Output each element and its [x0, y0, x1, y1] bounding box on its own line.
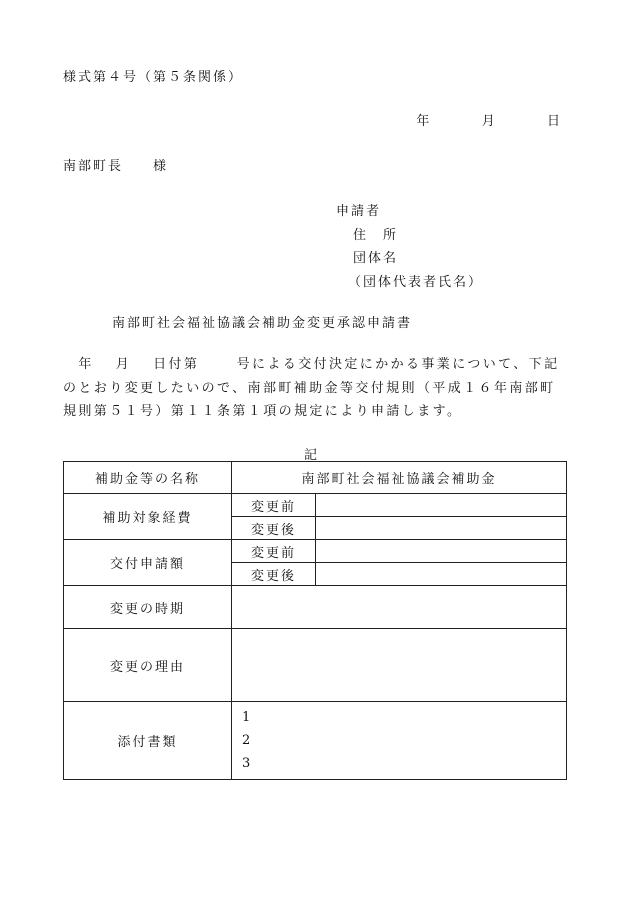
- change-timing-value: [232, 586, 567, 629]
- date-year: 年: [416, 114, 430, 129]
- expenses-before-value: [316, 494, 567, 517]
- attachment-item-2: 2: [242, 733, 253, 748]
- amount-after-label: 変更後: [232, 563, 316, 586]
- date-day: 日: [546, 114, 560, 129]
- row-label-attachments: 添付書類: [64, 702, 232, 780]
- table-row: [64, 586, 567, 629]
- detail-table: [63, 461, 567, 780]
- applicant-block: [336, 200, 483, 294]
- applicant-heading: 申請者: [336, 204, 382, 219]
- attachment-item-1: 1: [242, 710, 253, 725]
- amount-before-label: 変更前: [232, 540, 316, 563]
- applicant-rep: （団体代表者氏名）: [348, 274, 484, 290]
- date-month: 月: [481, 114, 495, 129]
- row-label-grant-amount: 交付申請額: [64, 540, 232, 586]
- table-row: [64, 629, 567, 702]
- expenses-before-label: 変更前: [232, 494, 316, 517]
- change-reason-value: [232, 629, 567, 702]
- form-number: 様式第４号（第５条関係）: [63, 70, 244, 85]
- row-label-change-reason: 変更の理由: [64, 629, 232, 702]
- table-row: [64, 494, 567, 517]
- document-title: 南部町社会福祉協議会補助金変更承認申請書: [112, 316, 413, 331]
- attachment-item-3: 3: [242, 756, 253, 771]
- expenses-after-value: [316, 517, 567, 540]
- attachments-value: [232, 702, 567, 780]
- row-label-eligible-expenses: 補助対象経費: [64, 494, 232, 540]
- subsidy-name-value: 南部町社会福祉協議会補助金: [232, 462, 567, 494]
- table-row: [64, 702, 567, 780]
- applicant-org: 団体名: [353, 251, 399, 266]
- table-row: [64, 540, 567, 563]
- applicant-address: 住 所: [353, 227, 399, 243]
- expenses-after-label: 変更後: [232, 517, 316, 540]
- ki-heading: 記: [304, 448, 320, 463]
- date-line: [416, 110, 560, 129]
- row-label-change-timing: 変更の時期: [64, 586, 232, 629]
- table-row: [64, 462, 567, 494]
- amount-before-value: [316, 540, 567, 563]
- addressee: 南部町長 様: [63, 159, 169, 174]
- amount-after-value: [316, 563, 567, 586]
- row-label-subsidy-name: 補助金等の名称: [64, 462, 232, 494]
- body-text: 年 月 日付第 号による交付決定にかかる事業について、下記のとおり変更したいので、南部町補助金等交付規則（平成１６年南部町規則第５１号）第１１条第１項の規定により申請します。: [63, 357, 560, 419]
